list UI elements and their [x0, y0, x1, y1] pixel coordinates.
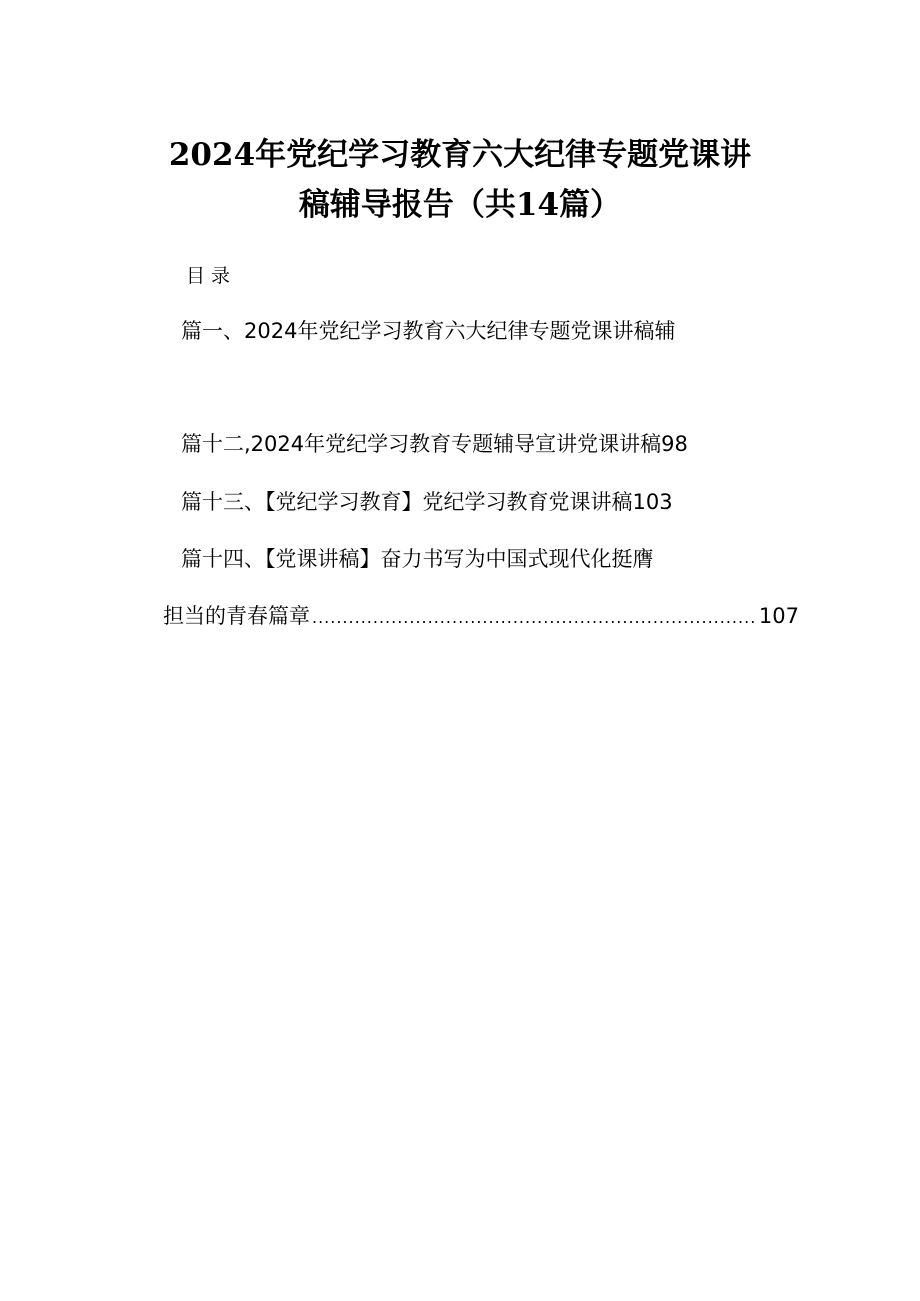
- toc-entry-14[interactable]: [181, 545, 654, 573]
- toc-entry-1[interactable]: [181, 317, 675, 345]
- document-title-line-1: 2024年党纪学习教育六大纪律专题党课讲: [168, 137, 752, 173]
- toc-entry-14-continuation[interactable]: [163, 602, 799, 632]
- toc-entry-text-continuation: 担当的青春篇章: [163, 604, 310, 628]
- toc-entry-page-number: 98: [661, 432, 688, 456]
- toc-entry-12[interactable]: [181, 430, 688, 458]
- toc-heading: 目录: [186, 265, 237, 287]
- toc-entry-text: 篇十四、【党课讲稿】奋力书写为中国式现代化挺膺: [181, 547, 654, 571]
- toc-entry-text: 篇十二,2024年党纪学习教育专题辅导宣讲党课讲稿: [181, 432, 662, 456]
- toc-entry-page-number: 103: [632, 490, 673, 514]
- dot-leader: [312, 604, 757, 632]
- toc-entry-page-number: 107: [758, 604, 799, 628]
- toc-entry-13[interactable]: [181, 488, 673, 516]
- toc-entry-text: 篇一、2024年党纪学习教育六大纪律专题党课讲稿辅: [181, 319, 676, 343]
- toc-entry-text: 篇十三、【党纪学习教育】党纪学习教育党课讲稿: [181, 490, 633, 514]
- document-title-line-2: 稿辅导报告（共14篇）: [298, 187, 622, 223]
